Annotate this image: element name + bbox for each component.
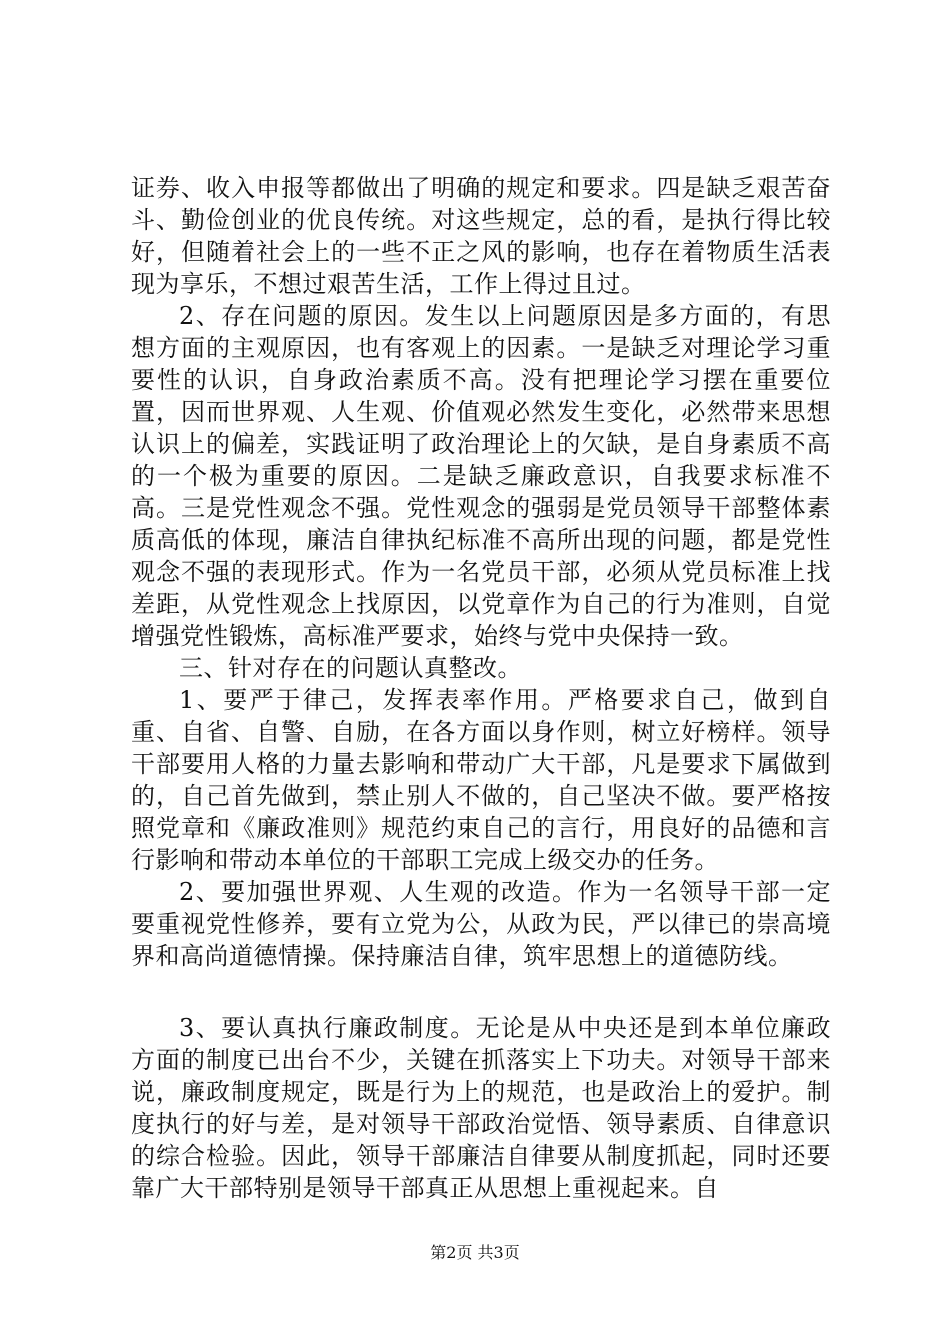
paragraph-worldview: 2、要加强世界观、人生观的改造。作为一名领导干部一定要重视党性修养，要有立党为公，从政为民，严以律已的崇高境界和高尚道德情操。保持廉洁自律，筑牢思想上的道德防线。 <box>131 878 831 970</box>
document-body <box>131 172 831 1204</box>
paragraph-causes: 2、存在问题的原因。发生以上问题原因是多方面的，有思想方面的主观原因，也有客观上的因素。一是缺乏对理论学习重要性的认识，自身政治素质不高。没有把理论学习摆在重要位置，因而世界观、人生观、价值观必然发生变化，必然带来思想认识上的偏差，实践证明了政治理论上的欠缺，是自身素质不高的一个极为重要的原因。二是缺乏廉政意识，自我要求标准不高。三是党性观念不强。党性观念的强弱是党员领导干部整体素质高低的体现，廉洁自律执纪标准不高所出现的问题，都是党性观念不强的表现形式。作为一名党员干部，必须从党员标准上找差距，从党性观念上找原因，以党章作为自己的行为准则，自觉增强党性锻炼，高标准严要求，始终与党中央保持一致。 <box>131 302 831 650</box>
paragraph-continuation: 证券、收入申报等都做出了明确的规定和要求。四是缺乏艰苦奋斗、勤俭创业的优良传统。对这些规定，总的看，是执行得比较好，但随着社会上的一些不正之风的影响，也存在着物质生活表现为享乐，不想过艰苦生活，工作上得过且过。 <box>131 174 831 298</box>
paragraph-self-discipline: 1、要严于律己，发挥表率作用。严格要求自己，做到自重、自省、自警、自励，在各方面以身作则，树立好榜样。领导干部要用人格的力量去影响和带动广大干部，凡是要求下属做到的，自己首先做到，禁止别人不做的，自己坚决不做。要严格按照党章和《廉政准则》规范约束自己的言行，用良好的品德和言行影响和带动本单位的干部职工完成上级交办的任务。 <box>131 686 831 874</box>
paragraph-gap <box>131 972 831 1012</box>
paragraph-integrity-system: 3、要认真执行廉政制度。无论是从中央还是到本单位廉政方面的制度已出台不少，关键在抓落实上下功夫。对领导干部来说，廉政制度规定，既是行为上的规范，也是政治上的爱护。制度执行的好与差，是对领导干部政治觉悟、领导素质、自律意识的综合检验。因此，领导干部廉洁自律要从制度抓起，同时还要靠广大干部特别是领导干部真正从思想上重视起来。自 <box>131 1014 831 1202</box>
page-number-footer: 第2页 共3页 <box>430 1243 520 1262</box>
section-heading-rectification: 三、针对存在的问题认真整改。 <box>179 654 522 682</box>
